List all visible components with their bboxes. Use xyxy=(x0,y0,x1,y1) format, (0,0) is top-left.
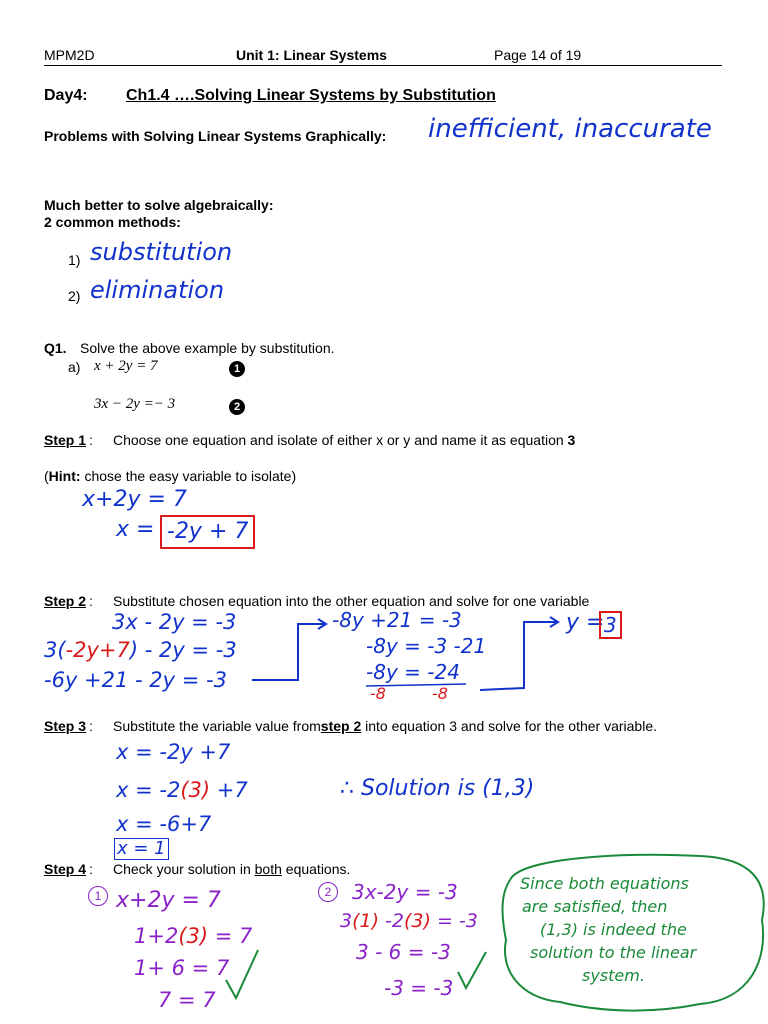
checkmark-icon xyxy=(226,950,258,998)
step-2-work-line-6: -8y = -24 xyxy=(366,660,460,684)
check-2-line-1: 3x-2y = -3 xyxy=(352,880,458,904)
step-3-label: Step 3 xyxy=(44,718,87,734)
y-value-boxed: 3 xyxy=(599,611,622,639)
step-3-work-line-3: x = -6+7 xyxy=(116,812,212,836)
step-3-text: Substitute the variable value fromstep 2 into equation 3 and solve for the other variable. xyxy=(113,718,658,734)
step-2-colon: : xyxy=(89,593,93,609)
methods-intro-2: 2 common methods: xyxy=(44,214,181,230)
step-4-text: Check your solution in both equations. xyxy=(113,861,351,877)
divide-right: -8 xyxy=(432,684,448,703)
step-2-label: Step 2 xyxy=(44,593,87,609)
check-1-line-1: x+2y = 7 xyxy=(116,888,221,913)
equation-2: 3x − 2y =− 3 xyxy=(94,396,176,412)
check-1-number: 1 xyxy=(88,886,108,906)
note-line-3: (1,3) is indeed the xyxy=(540,920,687,939)
step-2-text: Substitute chosen equation into the other equation and solve for one variable xyxy=(113,593,590,609)
check-2-number: 2 xyxy=(318,882,338,902)
step-4-label: Step 4 xyxy=(44,861,87,877)
q1-part-a: a) xyxy=(68,359,81,375)
method-1-text: substitution xyxy=(90,238,233,266)
step-1-work-line-2: x = xyxy=(116,517,155,542)
check-2-line-4: -3 = -3 xyxy=(384,976,454,1000)
step-1-colon: : xyxy=(89,432,93,448)
check-1-line-2: 1+2(3) = 7 xyxy=(134,924,253,948)
x-value-boxed: x = 1 xyxy=(114,838,169,860)
arrow-step2-left xyxy=(252,624,324,680)
check-2-line-3: 3 - 6 = -3 xyxy=(356,940,451,964)
equation-1-marker: 1 xyxy=(229,359,245,377)
step-4-colon: : xyxy=(89,861,93,877)
step-3-colon: : xyxy=(89,718,93,734)
step-2-work-line-3: -6y +21 - 2y = -3 xyxy=(44,668,227,692)
equation-2-marker: 2 xyxy=(229,397,245,415)
divide-left: -8 xyxy=(370,684,386,703)
step-1-label: Step 1 xyxy=(44,432,87,448)
problems-label: Problems with Solving Linear Systems Graphically: xyxy=(44,128,387,144)
header-page-number: Page 14 of 19 xyxy=(494,47,582,63)
step-2-work-line-5: -8y = -3 -21 xyxy=(366,634,487,658)
day-label: Day4: xyxy=(44,87,88,104)
q1-text: Solve the above example by substitution. xyxy=(80,340,335,356)
header-unit: Unit 1: Linear Systems xyxy=(236,47,387,63)
note-line-5: system. xyxy=(582,966,645,985)
solution-conclusion: ∴ Solution is (1,3) xyxy=(340,776,535,801)
page-title: Ch1.4 ….Solving Linear Systems by Substitution xyxy=(126,87,496,104)
step-2-work-line-2: 3(-2y+7) - 2y = -3 xyxy=(44,638,237,662)
note-line-4: solution to the linear xyxy=(530,943,697,962)
arrow-step2-right xyxy=(480,622,556,690)
step-3-work-line-2: x = -2(3) +7 xyxy=(116,778,248,802)
hint: (Hint: chose the easy variable to isolate) xyxy=(44,468,297,484)
checkmark-icon xyxy=(458,952,486,988)
method-1-number: 1) xyxy=(68,252,81,268)
method-2-number: 2) xyxy=(68,288,81,304)
method-2-text: elimination xyxy=(90,276,225,304)
check-2-line-2: 3(1) -2(3) = -3 xyxy=(340,910,478,932)
y-result: y = xyxy=(566,610,605,635)
step-1-work-line-1: x+2y = 7 xyxy=(82,487,187,512)
methods-intro-1: Much better to solve algebraically: xyxy=(44,197,274,213)
note-line-1: Since both equations xyxy=(520,874,689,893)
isolated-x-boxed: -2y + 7 xyxy=(160,515,255,549)
step-2-work-line-4: -8y +21 = -3 xyxy=(332,608,462,632)
header-course: MPM2D xyxy=(44,47,95,63)
divide-underline xyxy=(366,684,466,686)
note-line-2: are satisfied, then xyxy=(522,897,668,916)
note-cloud-border xyxy=(503,855,764,1011)
problems-answer-handwritten: inefficient, inaccurate xyxy=(428,114,712,144)
equation-1: x + 2y = 7 xyxy=(94,358,158,374)
check-1-line-4: 7 = 7 xyxy=(158,988,216,1012)
check-1-line-3: 1+ 6 = 7 xyxy=(134,956,230,980)
step-3-work-line-1: x = -2y +7 xyxy=(116,740,231,764)
step-2-work-line-1: 3x - 2y = -3 xyxy=(112,610,237,634)
q1-label: Q1. xyxy=(44,340,67,356)
step-1-text: Choose one equation and isolate of either x or y and name it as equation 3 xyxy=(113,432,576,448)
